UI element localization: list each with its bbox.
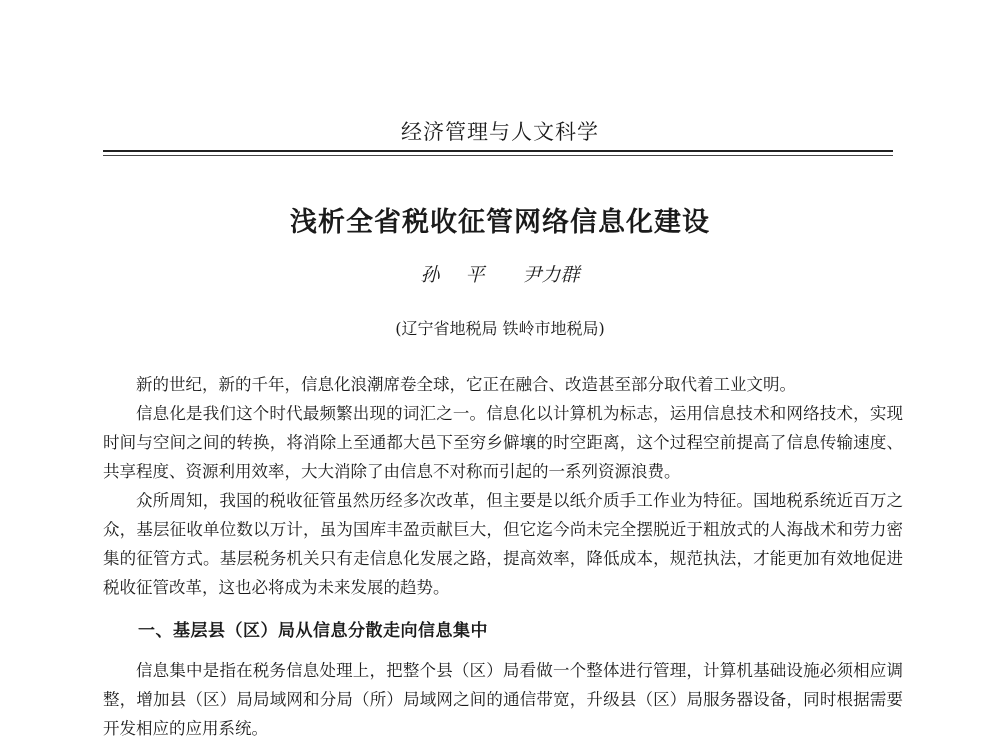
intro-body: [103, 370, 903, 602]
header-rule-thin: [103, 155, 893, 156]
author-line: [0, 260, 1000, 287]
author-name: 尹力群: [522, 264, 580, 286]
paragraph: 众所周知，我国的税收征管虽然历经多次改革，但主要是以纸介质手工作业为特征。国地税系统近百万之众，基层征收单位数以万计，虽为国库丰盈贡献巨大，但它迄今尚未完全摆脱近于粗放式的人海战术和劳力密集的征管方式。基层税务机关只有走信息化发展之路，提高效率，降低成本，规范执法，才能更加有效地促进税收征管改革，这也必将成为未来发展的趋势。: [103, 491, 903, 597]
paragraph: 信息化是我们这个时代最频繁出现的词汇之一。信息化以计算机为标志，运用信息技术和网络技术，实现时间与空间之间的转换，将消除上至通都大邑下至穷乡僻壤的时空距离，这个过程空前提高了信息传输速度、共享程度、资源利用效率，大大消除了由信息不对称而引起的一系列资源浪费。: [103, 404, 903, 481]
header-rule-thick: [103, 150, 893, 152]
section-heading: 一、基层县（区）局从信息分散走向信息集中: [138, 621, 488, 641]
paragraph: 信息集中是指在税务信息处理上，把整个县（区）局看做一个整体进行管理，计算机基础设施必须相应调整，增加县（区）局局域网和分局（所）局域网之间的通信带宽，升级县（区）局服务器设备，同时根据需要开发相应的应用系统。: [103, 661, 903, 738]
paragraph: 新的世纪，新的千年，信息化浪潮席卷全球，它正在融合、改造甚至部分取代着工业文明。: [136, 375, 796, 394]
section-body: [103, 656, 903, 743]
journal-header: 经济管理与人文科学: [401, 120, 599, 144]
author-name: 孙 平: [420, 264, 495, 286]
affiliation: (辽宁省地税局 铁岭市地税局): [395, 319, 605, 338]
paper-title: 浅析全省税收征管网络信息化建设: [290, 207, 710, 238]
